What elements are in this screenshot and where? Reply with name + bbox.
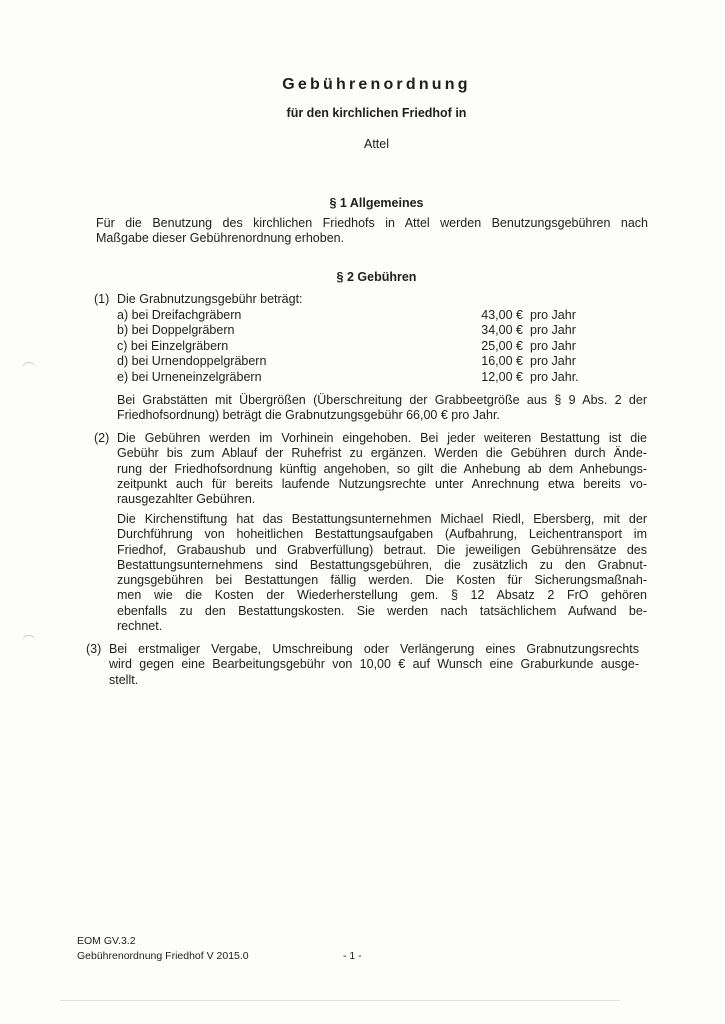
- fee-row: [117, 370, 587, 385]
- fee-amount: 25,00 €: [481, 339, 523, 353]
- item2-number: (2): [94, 431, 110, 445]
- fee-row: [117, 323, 587, 338]
- item3-number: (3): [86, 642, 102, 656]
- fee-amount: 16,00 €: [481, 354, 523, 368]
- fee-label: b) bei Doppelgräbern: [117, 323, 235, 337]
- item2-line: Die Kirchenstiftung hat das Bestattungsunternehmen Michael Riedl, Ebersberg, mit der: [117, 512, 647, 526]
- document-title: Gebührenordnung: [282, 76, 471, 93]
- scan-mark: [60, 1000, 620, 1001]
- section1-line: Für die Benutzung des kirchlichen Friedhofs in Attel werden Benutzungsgebühren nach: [96, 216, 648, 230]
- fee-unit: pro Jahr: [530, 323, 576, 337]
- fee-label: a) bei Dreifachgräbern: [117, 308, 242, 322]
- section1-heading: § 1 Allgemeines: [329, 196, 424, 210]
- fee-unit: pro Jahr: [530, 308, 576, 322]
- item2-line: men wie die Kosten der Wiederherstellung gem. § 12 Absatz 2 FrO gehören: [117, 588, 647, 603]
- document-subtitle: für den kirchlichen Friedhof in: [286, 106, 467, 120]
- item2-line: Gebühr bis zum Ablauf der Ruhefrist zu ergänzen. Werden die Gebühren durch Ände-: [117, 446, 647, 461]
- page-number: - 1 -: [343, 950, 362, 962]
- item2-line: rung der Friedhofsordnung künftig angehoben, so gilt die Anhebung ab dem Anhebungs-: [117, 461, 647, 476]
- item1-oversize: [117, 393, 647, 424]
- item3-line: wird gegen eine Bearbeitungsgebühr von 10,00 € auf Wunsch eine Graburkunde ausge-: [109, 657, 639, 672]
- item2-line: Durchführung von hoheitlichen Bestattungsaufgaben (Aufbahrung, Leichentransport im: [117, 527, 647, 542]
- fee-label: e) bei Urneneinzelgräbern: [117, 370, 262, 384]
- scan-mark: [22, 635, 36, 642]
- fee-amount: 12,00 €: [481, 370, 523, 384]
- item2-line: Friedhof, Grabaushub und Grabverfüllung) betraut. Die jeweiligen Gebührensätze des: [117, 542, 647, 557]
- fee-row: [117, 354, 587, 369]
- item2-line: Bestattungsunternehmens sind Bestattungsgebühren, die zusätzlich zu den Grabnut-: [117, 557, 647, 572]
- item3-text: [109, 642, 639, 688]
- fee-label: d) bei Urnendoppelgräbern: [117, 354, 267, 368]
- fee-label: c) bei Einzelgräbern: [117, 339, 229, 353]
- oversize-line: Bei Grabstätten mit Übergrößen (Überschreitung der Grabbeetgröße aus § 9 Abs. 2 der: [117, 393, 647, 407]
- footer-code: EOM GV.3.2: [77, 935, 136, 947]
- item2-line: zeitpunkt auch für bereits laufende Nutzungsrechte unter Anrechnung etwa bereits vo-: [117, 476, 647, 491]
- fee-unit: pro Jahr: [530, 354, 576, 368]
- fee-unit: pro Jahr: [530, 339, 576, 353]
- item2-text-2: [117, 512, 647, 634]
- section1-line: Maßgabe dieser Gebührenordnung erhoben.: [96, 231, 345, 246]
- fee-amount: 43,00 €: [481, 308, 523, 322]
- footer-document-name: Gebührenordnung Friedhof V 2015.0: [77, 950, 249, 962]
- fee-amount: 34,00 €: [481, 323, 523, 337]
- fee-row: [117, 308, 587, 323]
- item3-line: stellt.: [109, 672, 139, 687]
- item2-line: zungsgebühren bei Bestattungen fällig werden. Die Kosten für Sicherungsmaßnah-: [117, 573, 647, 588]
- item2-line: ebenfalls zu den Bestattungskosten. Sie werden nach tatsächlichem Aufwand be-: [117, 603, 647, 618]
- document-place: Attel: [363, 137, 389, 151]
- fee-unit: pro Jahr.: [530, 370, 579, 384]
- item2-line: Die Gebühren werden im Vorhinein eingehoben. Bei jeder weiteren Bestattung ist die: [117, 431, 647, 445]
- scan-mark: [22, 362, 36, 369]
- item1-intro-text: Die Grabnutzungsgebühr beträgt:: [117, 292, 303, 306]
- item1-number: (1): [94, 292, 110, 306]
- item3-line: Bei erstmaliger Vergabe, Umschreibung oder Verlängerung eines Grabnutzungsrechts: [109, 642, 639, 656]
- item1-intro: [117, 292, 303, 307]
- item2-line: rechnet.: [117, 619, 163, 634]
- fee-row: [117, 339, 587, 354]
- item2-text: [117, 431, 647, 507]
- section2-heading: § 2 Gebühren: [336, 270, 417, 284]
- section1-text: [96, 216, 648, 247]
- oversize-line: Friedhofsordnung) beträgt die Grabnutzungsgebühr 66,00 € pro Jahr.: [117, 408, 500, 423]
- item2-line: rausgezahlter Gebühren.: [117, 492, 256, 507]
